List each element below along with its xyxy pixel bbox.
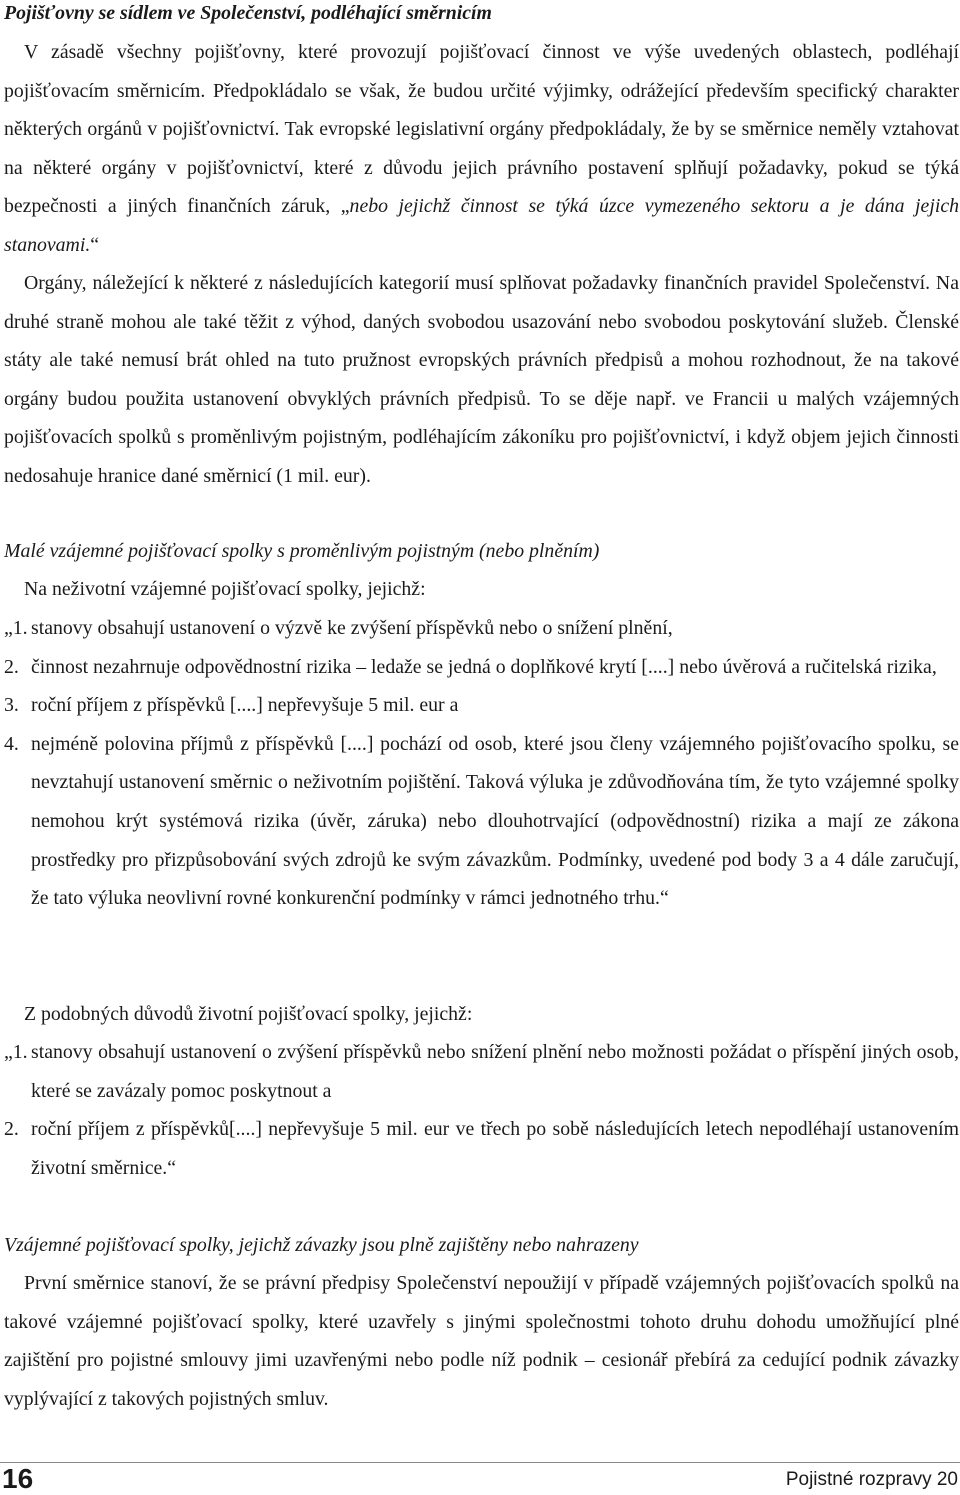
list-item (4, 686, 959, 725)
paragraph (4, 33, 959, 265)
list-item-number: „1. (4, 1041, 28, 1063)
list-intro-text: Z podobných důvodů životní pojišťovací spolky, jejichž: (24, 1003, 473, 1025)
paragraph: Orgány, náležející k některé z následujících kategorií musí splňovat požadavky finančních pravidel Společenství. Na druhé straně mohou ale také těžit z výhod, daných svobodou usazování nebo svobodou poskytování služeb. Členské státy ale také nemusí brát ohled na tuto pružnost evropských právních předpisů a mohou rozhodnout, že na takové orgány budou použita ustanovení obvyklých právních předpisů. To se děje např. ve Francii u malých vzájemných pojišťovacích spolků s proměnlivým pojistným, podléhajícím zákoníku pro pojišťovnictví, i když objem jejich činnosti nedosahuje hranice dané směrnicí (1 mil. eur). (4, 272, 959, 487)
list-item-number: 2. (4, 1118, 19, 1141)
list-item-text: roční příjem z příspěvků[....] nepřevyšuje 5 mil. eur ve třech po sobě následujících letech nepodléhají ustanovením životní směrnice.“ (31, 1118, 959, 1179)
list-item (4, 609, 959, 648)
numbered-list (4, 1033, 959, 1187)
list-item-number: 3. (4, 694, 19, 717)
paragraph: První směrnice stanoví, že se právní předpisy Společenství nepoužijí v případě vzájemných pojišťovacích spolků na takové vzájemné pojišťovací spolky, které uzavřely s jinými společnostmi tohoto druhu dohodu umožňující plné zajištění pro pojistné smlouvy jimi uzavřenými nebo podle níž podnik – cesionář přebírá za cedující podnik závazky vyplývající z takových pojistných smluv. (4, 1272, 959, 1410)
list-intro-text: Na neživotní vzájemné pojišťovací spolky, jejichž: (24, 578, 426, 600)
list-intro (4, 995, 959, 1034)
publication-title: Pojistné rozpravy 20 (785, 1469, 958, 1490)
quoted-text: nebo jejichž činnost se týká úzce vymezeného sektoru a je dána jejich stanovami. (4, 195, 959, 256)
list-item (4, 1033, 959, 1110)
paragraph-text: V zásadě všechny pojišťovny, které provozují pojišťovací činnost ve výše uvedených oblastech, podléhají pojišťovacím směrnicím. Předpokládalo se však, že budou určité výjimky, odrážející především specifický charakter některých orgánů v pojišťovnictví. Tak evropské legislativní orgány předpokládaly, že by se směrnice neměly vztahovat na některé orgány v pojišťovnictví, které z důvodu jejich právního postavení splňují požadavky, pokud se týká bezpečnosti a jiných finančních záruk, „ (4, 41, 959, 218)
section-heading: Pojišťovny se sídlem ve Společenství, podléhající směrnicím (4, 2, 492, 24)
page-number: 16 (2, 1463, 34, 1494)
numbered-list (4, 609, 959, 918)
section-subheading: Vzájemné pojišťovací spolky, jejichž závazky jsou plně zajištěny nebo nahrazeny (4, 1234, 639, 1256)
list-intro (4, 570, 959, 609)
list-item-text: roční příjem z příspěvků [....] nepřevyšuje 5 mil. eur a (31, 694, 459, 717)
list-item-text: stanovy obsahují ustanovení o výzvě ke zvýšení příspěvků nebo o snížení plnění, (31, 617, 673, 639)
closing-quote: “ (90, 233, 100, 256)
section-subheading: Malé vzájemné pojišťovací spolky s proměnlivým pojistným (nebo plněním) (4, 540, 600, 562)
list-item (4, 725, 959, 918)
list-item-number: 2. (4, 655, 19, 678)
list-item-number: „1. (4, 617, 28, 639)
list-item (4, 648, 959, 687)
list-item-text: činnost nezahrnuje odpovědnostní rizika – ledaže se jedná o doplňkové krytí [....] nebo úvěrová a ručitelská rizika, (31, 655, 937, 678)
list-item-number: 4. (4, 732, 19, 755)
footer-divider (0, 1462, 960, 1463)
list-item (4, 1110, 959, 1187)
list-item-text: stanovy obsahují ustanovení o zvýšení příspěvků nebo snížení plnění nebo možnosti požádat o příspění jiných osob, které se zavázaly pomoc poskytnout a (31, 1041, 959, 1102)
list-item-text: nejméně polovina příjmů z příspěvků [....] pochází od osob, které jsou členy vzájemného pojišťovacího spolku, se nevztahují ustanovení směrnic o neživotním pojištění. Taková výluka je zdůvodňována tím, že tyto vzájemné spolky nemohou krýt systémová rizika (úvěr, záruka) nebo dlouhotrvající (odpovědnostní) rizika a mají ze zákona prostředky pro přizpůsobování svých zdrojů ke svým závazkům. Podmínky, uvedené pod body 3 a 4 dále zaručují, že tato výluka neovlivní rovné konkurenční podmínky v rámci jednotného trhu.“ (31, 732, 959, 910)
